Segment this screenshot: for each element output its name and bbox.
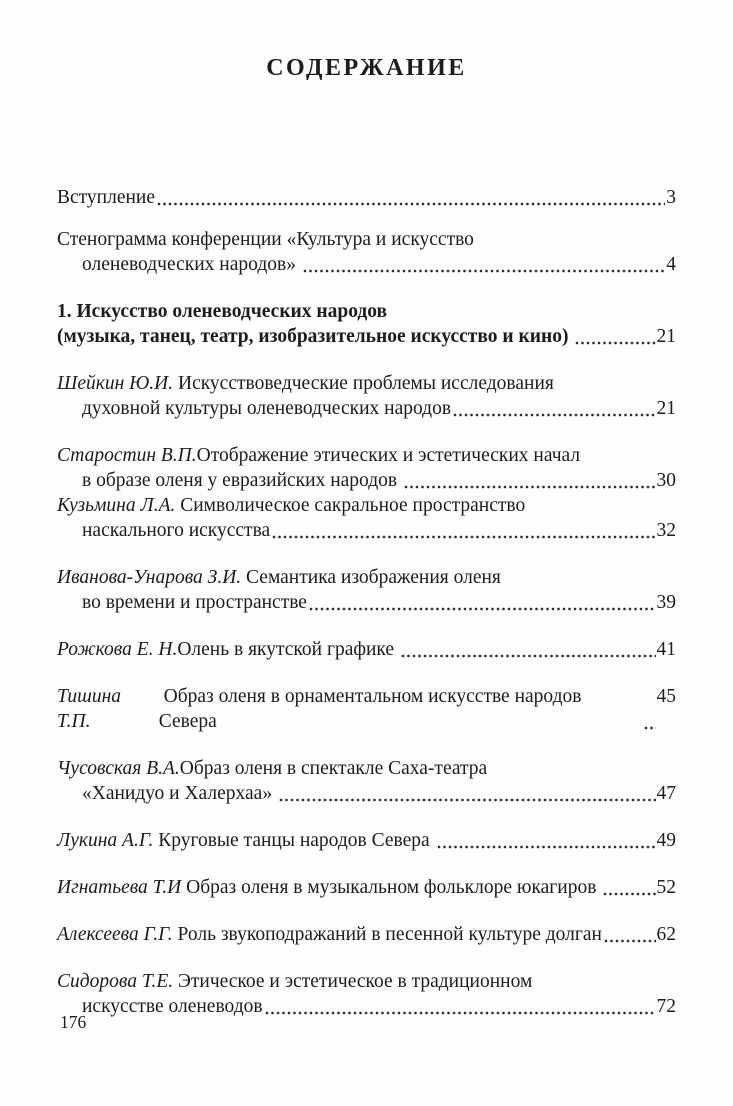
entry-text: оленеводческих народов»: [82, 254, 301, 275]
entry-author: Рожкова Е. Н.: [57, 639, 178, 660]
entry-page-number: 39: [656, 592, 676, 613]
toc-entry-line: [57, 252, 676, 277]
entry-text: (музыка, танец, театр, изобразительное искусство и кино): [57, 326, 574, 347]
toc-entry-line: [57, 994, 676, 1019]
dot-leader: [279, 798, 656, 802]
entry-text: духовной культуры оленеводческих народов: [82, 398, 452, 419]
entry-author: Чусовская В.А.: [57, 758, 180, 779]
toc-entry: [57, 637, 676, 662]
entry-author: Кузьмина Л.А.: [57, 495, 176, 516]
entry-text: Стенограмма конференции «Культура и искусство: [57, 229, 474, 250]
toc-entry-line: [57, 371, 676, 396]
toc-entry: [57, 684, 676, 734]
dot-leader: [309, 607, 656, 611]
toc-entry-line: [57, 875, 676, 900]
toc-entry: [57, 565, 676, 615]
entry-text: Олень в якутской графике: [177, 639, 399, 660]
entry-page-number: 62: [656, 924, 676, 945]
toc-entry: [57, 756, 676, 806]
entry-author: Алексеева Г.Г.: [57, 924, 173, 945]
toc-entry: [57, 227, 676, 277]
toc-entry: [57, 443, 676, 493]
entry-text: Отображение этических и эстетических начал: [196, 445, 581, 466]
dot-leader: [303, 269, 665, 273]
toc-entry: [57, 969, 676, 1019]
entry-text: «Ханидуо и Халерхаа»: [82, 783, 277, 804]
toc-entry: [57, 185, 676, 210]
toc-entry-line: [57, 590, 676, 615]
dot-leader: [644, 726, 656, 730]
toc-entry: [57, 922, 676, 947]
entry-text: 1. Искусство оленеводческих народов: [57, 301, 388, 322]
entry-page-number: 21: [656, 398, 676, 419]
entry-text: Образ оленя в орнаментальном искусстве народов Севера: [158, 686, 587, 732]
entry-text: искусстве оленеводов: [82, 996, 263, 1017]
entry-text: Роль звукоподражаний в песенной культуре долган: [172, 924, 602, 945]
entry-author: Старостин В.П.: [57, 445, 197, 466]
entry-page-number: 30: [656, 470, 676, 491]
entry-page-number: 45: [656, 686, 676, 707]
toc-section-heading: [57, 299, 676, 349]
entry-author: Сидорова Т.Е.: [57, 971, 174, 992]
toc-entry-line: [57, 637, 676, 662]
entry-page-number: 41: [656, 639, 676, 660]
entry-text: Образ оленя в спектакле Саха-театра: [179, 758, 488, 779]
toc-entry-line: [57, 324, 676, 349]
toc-entry: [57, 493, 676, 543]
toc-entry-line: [57, 493, 676, 518]
entry-page-number: 21: [656, 326, 676, 347]
toc-entry-line: [57, 922, 676, 947]
entry-text: Символическое сакральное пространство: [175, 495, 526, 516]
dot-leader: [265, 1011, 656, 1015]
entry-text: Этическое и эстетическое в традиционном: [173, 971, 533, 992]
entry-text: Искусствоведческие проблемы исследования: [173, 373, 554, 394]
dot-leader: [272, 535, 655, 539]
page-title: СОДЕРЖАНИЕ: [266, 55, 467, 81]
toc-entry-line: [57, 227, 676, 252]
dot-leader: [437, 845, 656, 849]
toc-entry-line: [57, 396, 676, 421]
entry-page-number: 52: [656, 877, 676, 898]
toc-entry-line: [57, 969, 676, 994]
entry-text: Семантика изображения оленя: [241, 567, 501, 588]
entry-page-number: 72: [656, 996, 676, 1017]
dot-leader: [575, 341, 655, 345]
dot-leader: [404, 485, 656, 489]
toc-entry: [57, 371, 676, 421]
table-of-contents: [57, 185, 676, 1019]
dot-leader: [157, 202, 665, 206]
toc-entry-line: [57, 828, 676, 853]
entry-page-number: 4: [666, 254, 676, 275]
toc-entry-line: [57, 756, 676, 781]
entry-text: в образе оленя у евразийских народов: [82, 470, 402, 491]
toc-entry-line: [57, 299, 676, 324]
entry-author: Игнатьева Т.И: [57, 877, 182, 898]
toc-entry-line: [57, 443, 676, 468]
toc-entry-line: [57, 185, 676, 210]
dot-leader: [604, 939, 656, 943]
entry-text: наскального искусства: [82, 520, 271, 541]
entry-page-number: 32: [656, 520, 676, 541]
entry-author: Шейкин Ю.И.: [57, 373, 174, 394]
entry-page-number: 3: [666, 187, 676, 208]
entry-page-number: 47: [656, 783, 676, 804]
entry-author: Тишина Т.П.: [57, 686, 126, 732]
dot-leader: [401, 654, 656, 658]
toc-entry-line: [57, 518, 676, 543]
toc-entry: [57, 875, 676, 900]
entry-author: Иванова-Унарова З.И.: [57, 567, 242, 588]
folio-page-number: 176: [60, 1012, 87, 1032]
entry-text: во времени и пространстве: [82, 592, 307, 613]
toc-entry-line: [57, 468, 676, 493]
entry-author: Лукина А.Г.: [57, 830, 154, 851]
toc-entry-line: [57, 565, 676, 590]
toc-entry-line: [57, 781, 676, 806]
dot-leader: [603, 892, 655, 896]
dot-leader: [453, 413, 655, 417]
entry-text: Образ оленя в музыкальном фольклоре юкагиров: [181, 877, 602, 898]
entry-text: Круговые танцы народов Севера: [153, 830, 435, 851]
entry-text: Вступление: [57, 187, 156, 208]
toc-entry-line: [57, 684, 676, 734]
toc-entry: [57, 828, 676, 853]
entry-page-number: 49: [656, 830, 676, 851]
